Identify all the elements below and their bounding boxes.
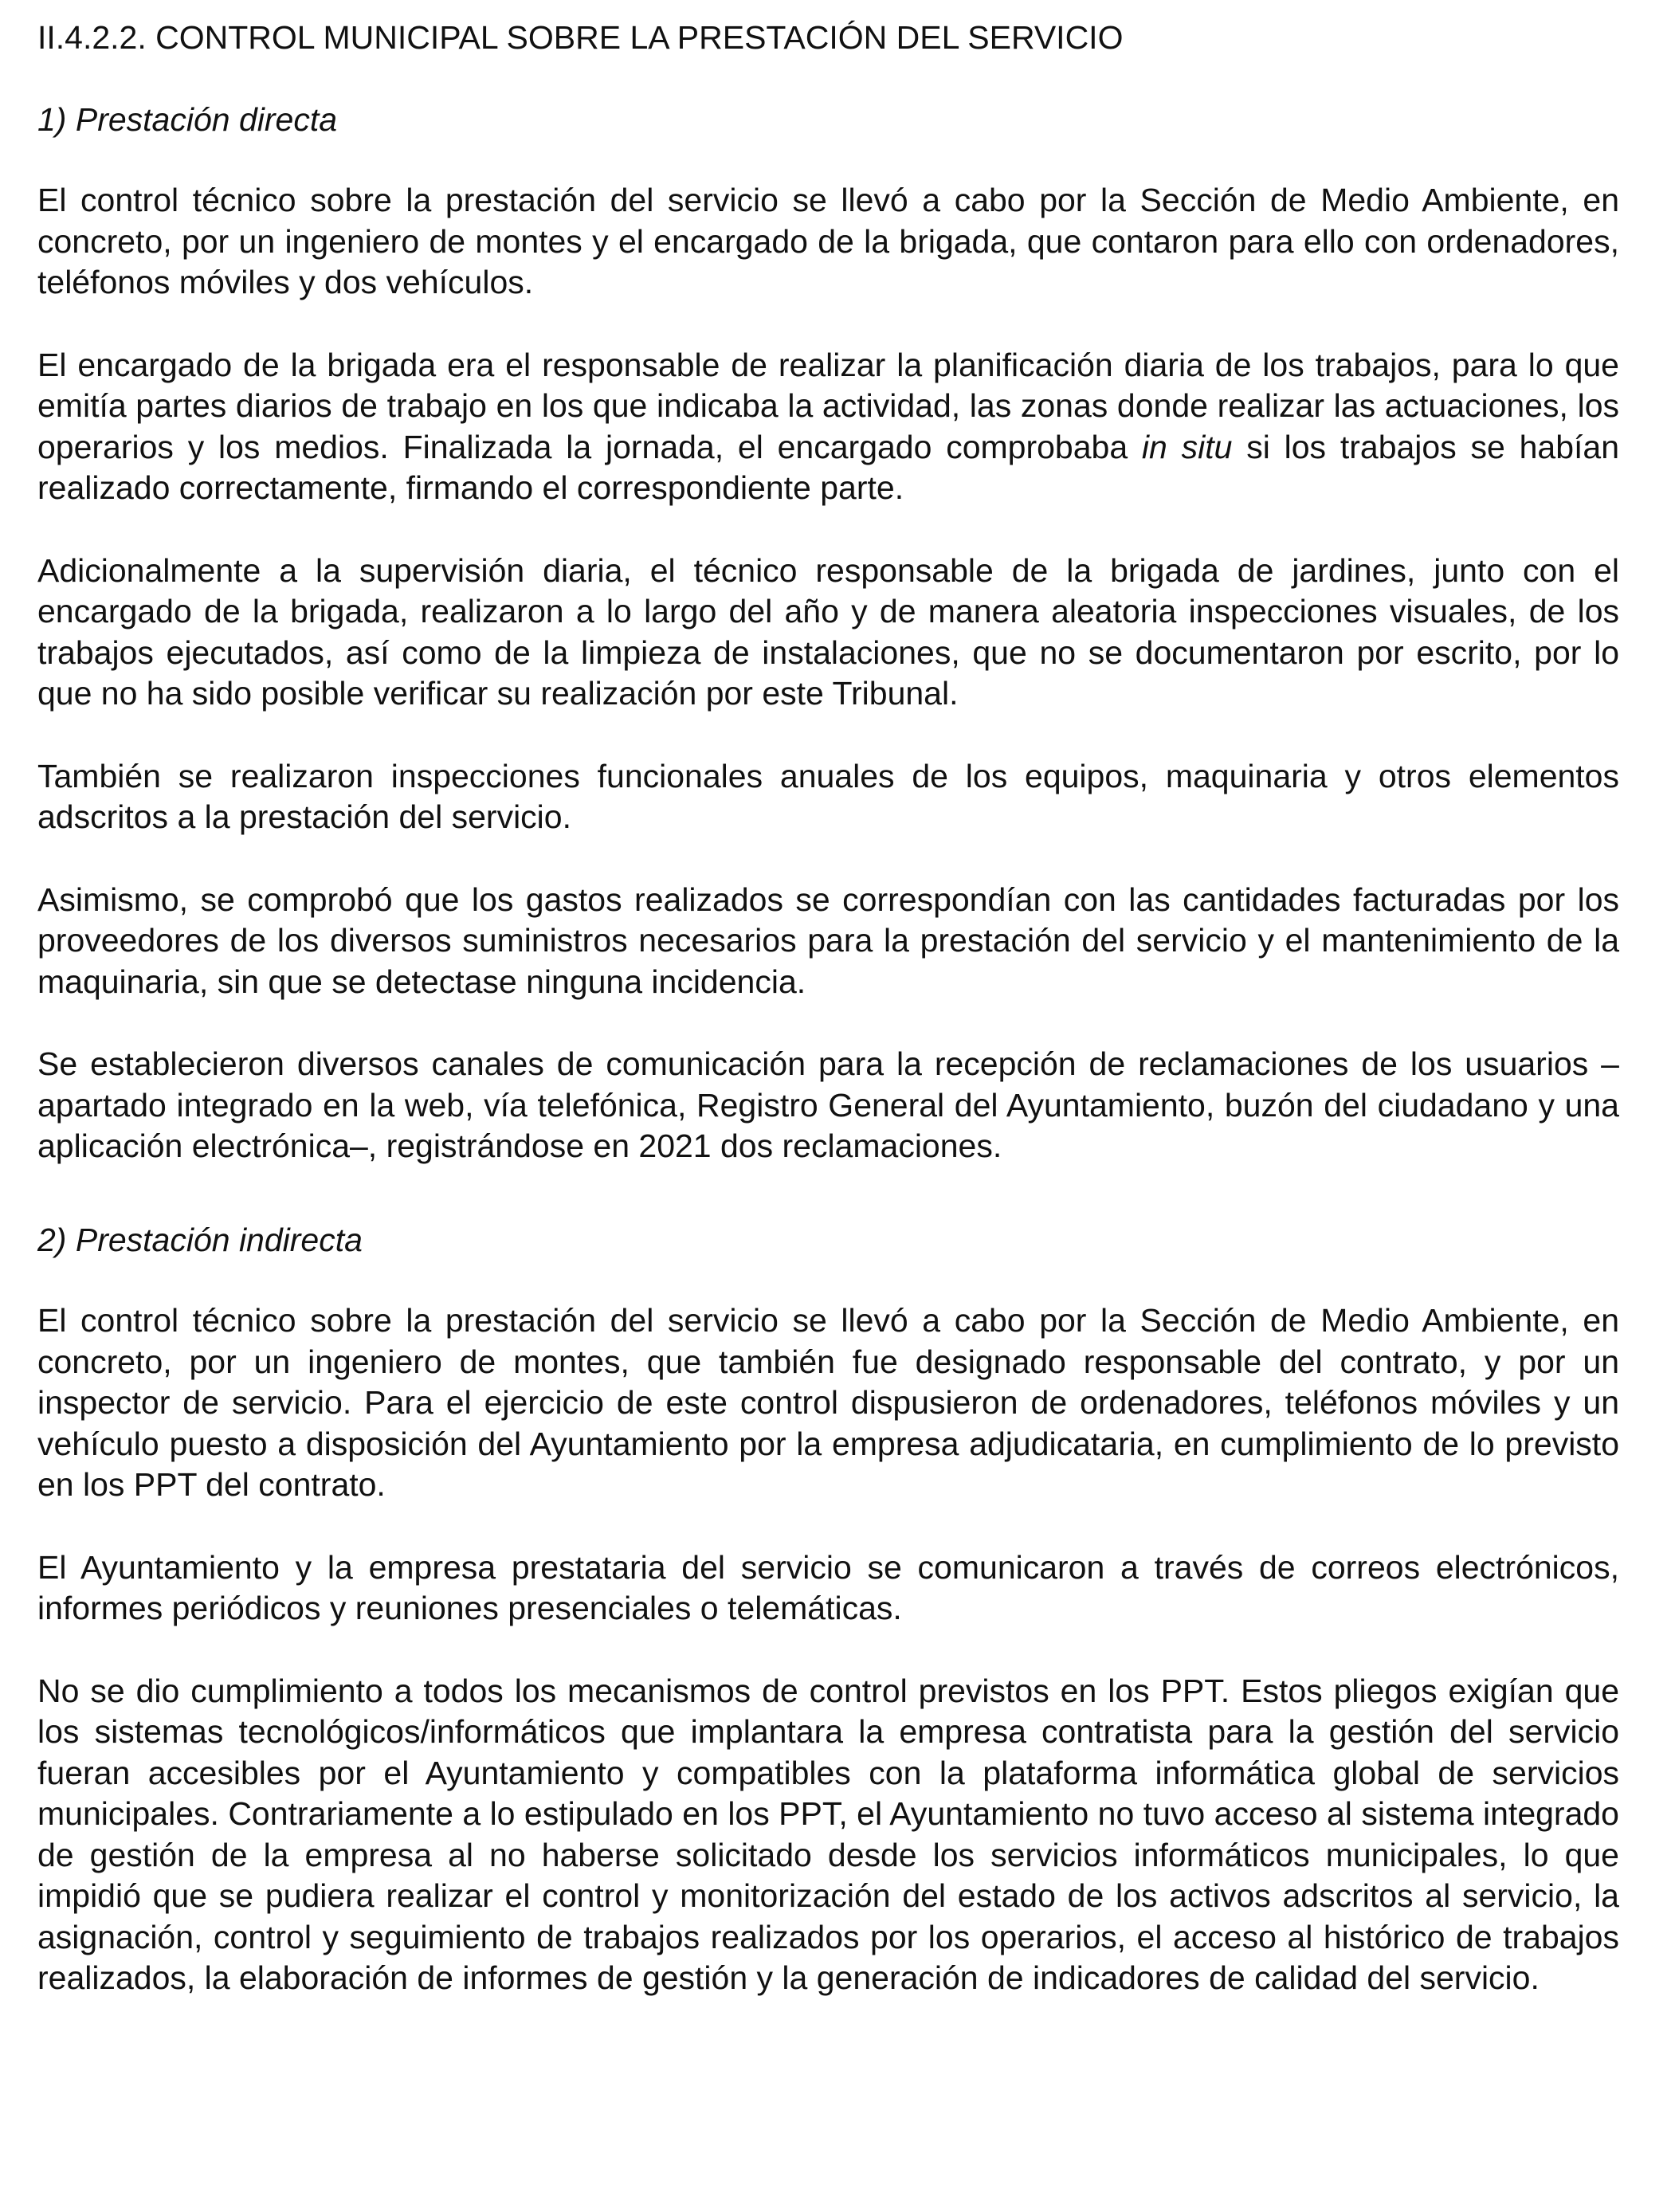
direct-paragraph-5: Asimismo, se comprobó que los gastos realizados se correspondían con las cantidades facturadas por los proveedores de los diversos suministros necesarios para la prestación del servicio y el mantenimiento de la maquinaria, sin que se detectase ninguna incidencia. (37, 880, 1619, 1000)
direct-paragraph-4: También se realizaron inspecciones funcionales anuales de los equipos, maquinaria y otros elementos adscritos a la prestación del servicio. (37, 757, 1619, 835)
direct-paragraph-2-italic: in situ (1141, 428, 1233, 465)
indirect-paragraph-3: No se dio cumplimiento a todos los mecanismos de control previstos en los PPT. Estos pliegos exigían que los sistemas tecnológicos/informáticos que implantara la empresa contratista para la gestión del servicio fueran accesibles por el Ayuntamiento y compatibles con la plataforma informática global de servicios municipales. Contrariamente a lo estipulado en los PPT, el Ayuntamiento no tuvo acceso al sistema integrado de gestión de la empresa al no haberse solicitado desde los servicios informáticos municipales, lo que impidió que se pudiera realizar el control y monitorización del estado de los activos adscritos al servicio, la asignación, control y seguimiento de trabajos realizados por los operarios, el acceso al histórico de trabajos realizados, la elaboración de informes de gestión y la generación de indicadores de calidad del servicio. (37, 1672, 1619, 1996)
direct-paragraph-3: Adicionalmente a la supervisión diaria, el técnico responsable de la brigada de jardines, junto con el encargado de la brigada, realizaron a lo largo del año y de manera aleatoria inspecciones visuales, de los trabajos ejecutados, así como de la limpieza de instalaciones, que no se documentaron por escrito, por lo que no ha sido posible verificar su realización por este Tribunal. (37, 551, 1619, 712)
indirect-paragraph-2: El Ayuntamiento y la empresa prestataria del servicio se comunicaron a través de correos electrónicos, informes periódicos y reuniones presenciales o telemáticas. (37, 1548, 1619, 1626)
direct-paragraph-2-text-b: si los trabajos se habían realizado correctamente, firmando el correspondiente parte. (37, 428, 1620, 506)
direct-paragraph-1: El control técnico sobre la prestación del servicio se llevó a cabo por la Sección de Medio Ambiente, en concreto, por un ingeniero de montes y el encargado de la brigada, que contaron para ello con ordenadores, teléfonos móviles y dos vehículos. (37, 182, 1619, 300)
direct-paragraph-6: Se establecieron diversos canales de comunicación para la recepción de reclamaciones de los usuarios –apartado integrado en la web, vía telefónica, Registro General del Ayuntamiento, buzón del ciudadano y una aplicación electrónica–, registrándose en 2021 dos reclamaciones. (37, 1045, 1619, 1164)
indirect-subheading: 2) Prestación indirecta (37, 1221, 363, 1258)
section-heading: II.4.2.2. CONTROL MUNICIPAL SOBRE LA PRESTACIÓN DEL SERVICIO (37, 19, 1124, 56)
direct-subheading: 1) Prestación directa (37, 100, 338, 138)
direct-paragraph-2-text-a: El encargado de la brigada era el responsable de realizar la planificación diaria de los trabajos, para lo que emitía partes diarios de trabajo en los que indicaba la actividad, las zonas donde realizar las actuaciones, los operarios y los medios. Finalizada la jornada, el encargado comprobaba (37, 346, 1619, 465)
document-body (37, 18, 1619, 1999)
direct-paragraph-2 (37, 345, 1619, 509)
indirect-paragraph-1: El control técnico sobre la prestación del servicio se llevó a cabo por la Sección de Medio Ambiente, en concreto, por un ingeniero de montes, que también fue designado responsable del contrato, y por un inspector de servicio. Para el ejercicio de este control dispusieron de ordenadores, teléfonos móviles y un vehículo puesto a disposición del Ayuntamiento por la empresa adjudicataria, en cumplimiento de lo previsto en los PPT del contrato. (37, 1302, 1619, 1503)
